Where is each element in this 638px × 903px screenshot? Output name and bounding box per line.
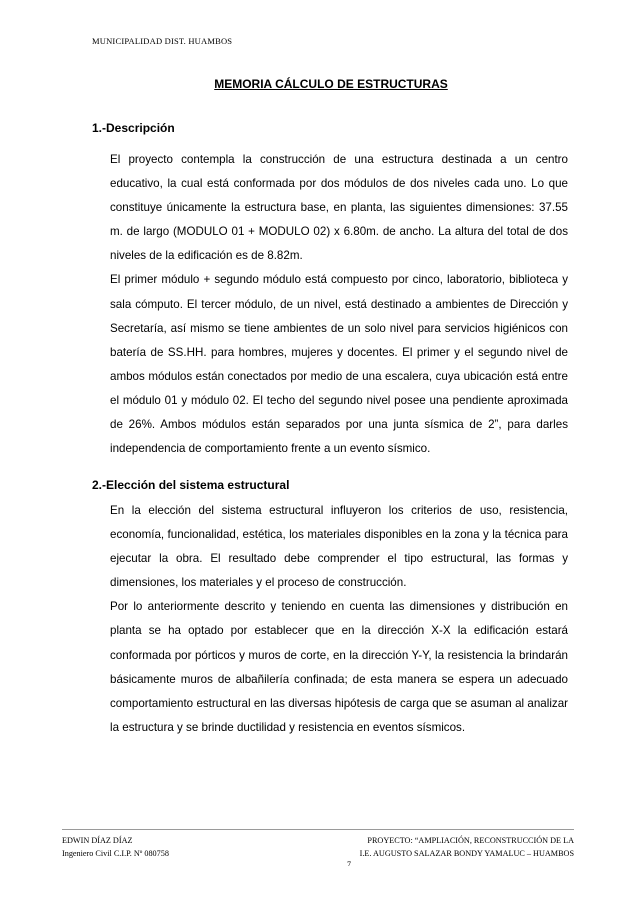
author-name: EDWIN DÍAZ DÍAZ xyxy=(62,836,133,845)
header-organization: MUNICIPALIDAD DIST. HUAMBOS xyxy=(92,36,233,46)
section-body-sistema-estructural xyxy=(110,499,568,740)
section-body-descripcion xyxy=(110,148,568,461)
project-line-2: I.E. AUGUSTO SALAZAR BONDY YAMALUC – HUAMBOS xyxy=(359,849,574,858)
paragraph: El primer módulo + segundo módulo está compuesto por cinco, laboratorio, biblioteca y sala cómputo. El tercer módulo, de un nivel, está destinado a ambientes de Dirección y Secretaría, así mismo se tiene ambientes de un solo nivel para servicios higiénicos con batería de SS.HH. para hombres, mujeres y docentes. El primer y el segundo nivel de ambos módulos están conectados por medio de una escalera, cuya ubicación está entre el módulo 01 y módulo 02. El techo del segundo nivel posee una pendiente aproximada de 26%. Ambos módulos están separados por una junta sísmica de 2”, para darles independencia de comportamiento frente a un evento sísmico. xyxy=(110,273,568,456)
page-number: 7 xyxy=(347,861,351,866)
section-heading-sistema-estructural: 2.-Elección del sistema estructural xyxy=(92,478,290,492)
paragraph: En la elección del sistema estructural influyeron los criterios de uso, resistencia, economía, funcionalidad, estética, los materiales disponibles en la zona y la técnica para ejecutar la obra. El resultado debe comprender el tipo estructural, las formas y dimensiones, los materiales y el proceso de construcción. xyxy=(110,504,568,590)
project-line-1: PROYECTO: “AMPLIACIÓN, RECONSTRUCCIÓN DE LA xyxy=(367,836,574,845)
document-title: MEMORIA CÁLCULO DE ESTRUCTURAS xyxy=(214,77,448,91)
section-heading-descripcion: 1.-Descripción xyxy=(92,121,175,135)
paragraph: El proyecto contempla la construcción de una estructura destinada a un centro educativo, la cual está conformada por dos módulos de dos niveles cada uno. Lo que constituye únicamente la estructura base, en planta, las siguientes dimensiones: 37.55 m. de largo (MODULO 01 + MODULO 02) x 6.80m. de ancho. La altura del total de dos niveles de la edificación es de 8.82m. xyxy=(110,153,568,263)
footer-divider xyxy=(62,829,574,830)
paragraph: Por lo anteriormente descrito y teniendo en cuenta las dimensiones y distribución en planta se ha optado por establecer que en la dirección X-X la edificación estará conformada por pórticos y muros de corte, en la dirección Y-Y, la resistencia la brindarán básicamente muros de albañilería confinada; de esta manera se espera un adecuado comportamiento estructural en las diversas hipótesis de carga que se asuman al analizar la estructura y se brinde ductilidad y resistencia en eventos sísmicos. xyxy=(110,600,568,734)
author-credential: Ingeniero Civil C.I.P. Nº 080758 xyxy=(62,849,169,858)
footer-project xyxy=(360,834,574,860)
footer-author xyxy=(62,834,169,860)
